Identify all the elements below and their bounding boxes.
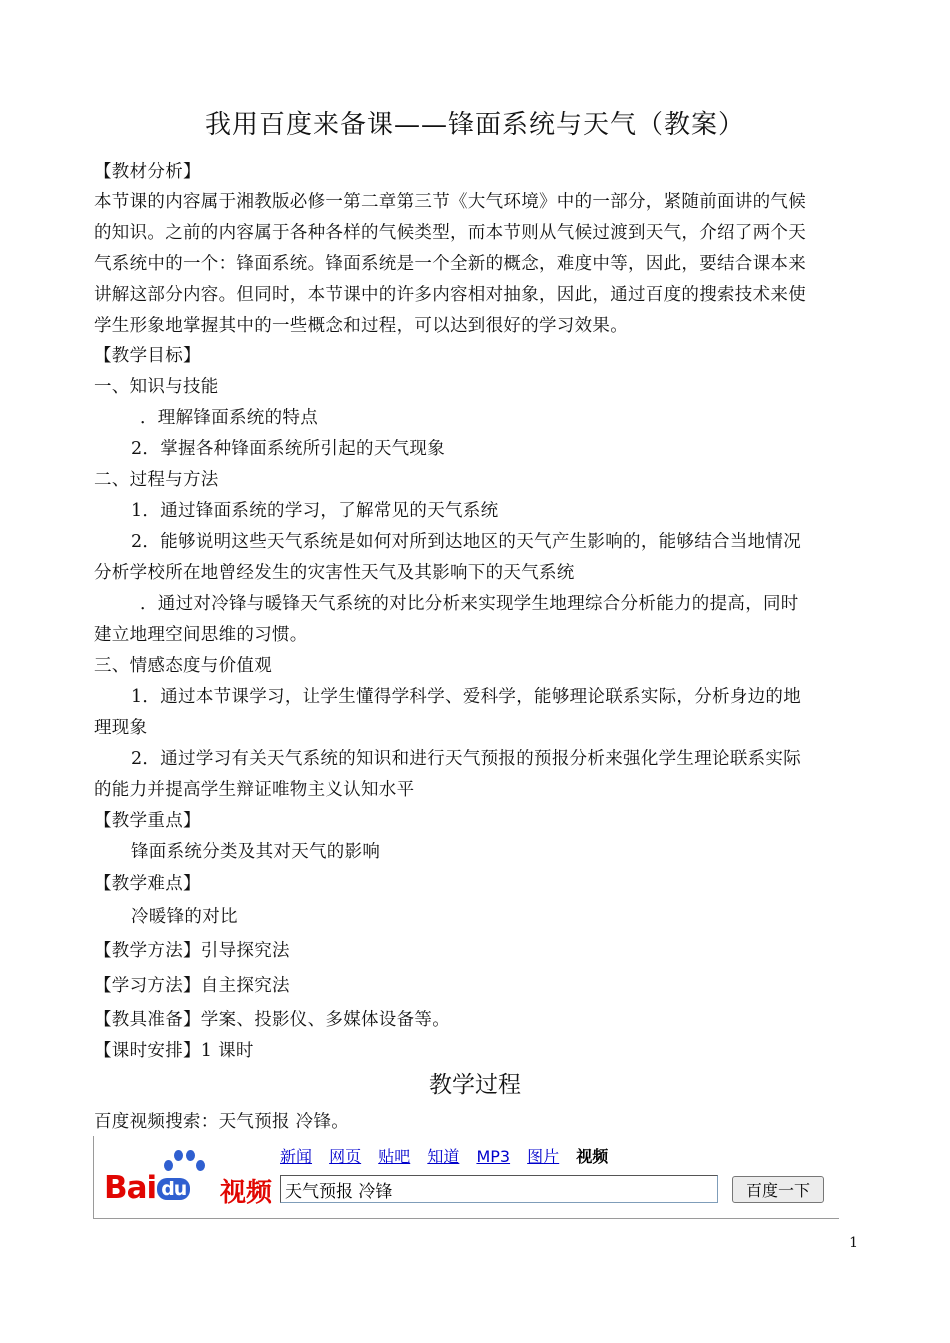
- process-heading: 教学过程: [429, 1072, 521, 1098]
- section-heading-objectives: 【教学目标】: [94, 346, 201, 366]
- section-heading-material: 【教材分析】: [94, 162, 201, 182]
- page-number: 1: [849, 1235, 858, 1251]
- nav-video-active: 视频: [576, 1147, 609, 1166]
- paragraph-line: 建立地理空间思维的习惯。: [94, 625, 308, 645]
- learning-method: 【学习方法】自主探究法: [94, 976, 290, 996]
- subheading-knowledge: 一、知识与技能: [94, 377, 219, 397]
- paragraph-line: 气系统中的一个：锋面系统。锋面系统是一个全新的概念，难度中等，因此，要结合课本来: [94, 254, 806, 274]
- nav-images[interactable]: 图片: [527, 1147, 560, 1166]
- list-item: 1．通过锋面系统的学习，了解常见的天气系统: [131, 501, 499, 521]
- key-points-text: 锋面系统分类及其对天气的影响: [131, 842, 381, 862]
- paragraph-line: 讲解这部分内容。但同时，本节课中的许多内容相对抽象，因此，通过百度的搜索技术来使: [94, 285, 806, 305]
- nav-news[interactable]: 新闻: [280, 1147, 313, 1166]
- baidu-search-input[interactable]: [280, 1175, 718, 1203]
- baidu-video-logo: [104, 1150, 274, 1210]
- search-note: 百度视频搜索：天气预报 冷锋。: [94, 1112, 350, 1132]
- list-item: ．通过对冷锋与暖锋天气系统的对比分析来实现学生地理综合分析能力的提高，同时: [140, 594, 799, 614]
- paragraph-line: 的能力并提高学生辩证唯物主义认知水平: [94, 780, 415, 800]
- subheading-attitude: 三、情感态度与价值观: [94, 656, 272, 676]
- paragraph-line: 本节课的内容属于湘教版必修一第二章第三节《大气环境》中的一部分，紧随前面讲的气候: [94, 192, 806, 212]
- nav-tieba[interactable]: 贴吧: [378, 1147, 411, 1166]
- document-title: 我用百度来备课——锋面系统与天气（教案）: [204, 110, 745, 140]
- baidu-video-search-widget: [93, 1136, 839, 1219]
- list-item: 2．通过学习有关天气系统的知识和进行天气预报的预报分析来强化学生理论联系实际: [131, 749, 802, 769]
- baidu-search-button[interactable]: 百度一下: [732, 1176, 824, 1203]
- subheading-process: 二、过程与方法: [94, 470, 219, 490]
- list-item: 2．能够说明这些天气系统是如何对所到达地区的天气产生影响的，能够结合当地情况: [131, 532, 802, 552]
- paragraph-line: 的知识。之前的内容属于各种各样的气候类型，而本节则从气候过渡到天气，介绍了两个天: [94, 223, 806, 243]
- nav-web[interactable]: 网页: [329, 1147, 362, 1166]
- paragraph-line: 理现象: [94, 718, 148, 738]
- baidu-nav: [280, 1144, 608, 1167]
- baidu-logo-video-label: 视频: [220, 1178, 273, 1208]
- section-heading-difficulties: 【教学难点】: [94, 874, 201, 894]
- list-item: 2．掌握各种锋面系统所引起的天气现象: [131, 439, 446, 459]
- teaching-method: 【教学方法】引导探究法: [94, 941, 290, 961]
- nav-zhidao[interactable]: 知道: [427, 1147, 460, 1166]
- section-heading-key-points: 【教学重点】: [94, 811, 201, 831]
- baidu-logo-text: Bai du: [104, 1170, 191, 1206]
- nav-mp3[interactable]: MP3: [476, 1147, 511, 1166]
- list-item: 1．通过本节课学习，让学生懂得学科学、爱科学，能够理论联系实际，分析身边的地: [131, 687, 802, 707]
- list-item: ．理解锋面系统的特点: [140, 408, 318, 428]
- paragraph-line: 分析学校所在地曾经发生的灾害性天气及其影响下的天气系统: [94, 563, 575, 583]
- class-hours: 【课时安排】1 课时: [94, 1041, 254, 1061]
- paragraph-line: 学生形象地掌握其中的一些概念和过程，可以达到很好的学习效果。: [94, 316, 628, 336]
- teaching-aids: 【教具准备】学案、投影仪、多媒体设备等。: [94, 1010, 450, 1030]
- difficulties-text: 冷暖锋的对比: [131, 907, 238, 927]
